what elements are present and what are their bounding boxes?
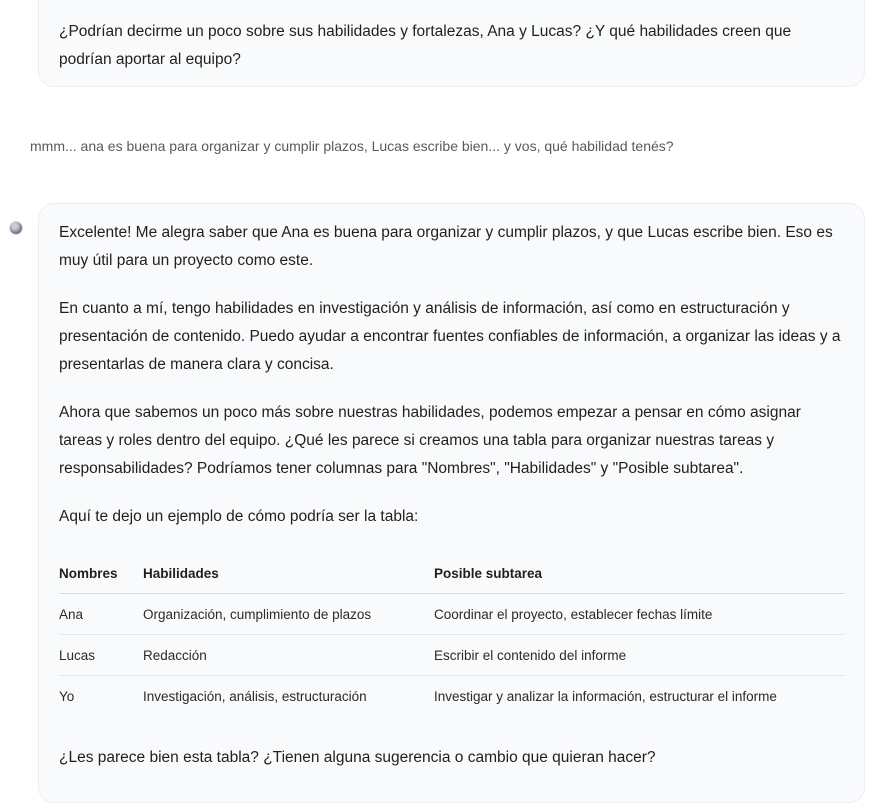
table-cell-name: Yo xyxy=(59,688,75,704)
assistant-paragraph: Excelente! Me alegra saber que Ana es buena para organizar y cumplir plazos, y que Lucas escribe bien. Eso es muy útil para un proyecto como este. xyxy=(59,224,833,269)
table-cell-skills: Organización, cumplimiento de plazos xyxy=(143,594,434,635)
previous-assistant-message xyxy=(38,0,865,87)
column-header-posible-subtarea: Posible subtarea xyxy=(434,553,845,594)
table-cell-subtask: Escribir el contenido del informe xyxy=(434,635,845,676)
assistant-avatar-icon xyxy=(10,222,22,234)
closing-question: ¿Les parece bien esta tabla? ¿Tienen alguna sugerencia o cambio que quieran hacer? xyxy=(59,749,656,766)
table-cell-name: Lucas xyxy=(59,635,143,676)
table-header-row xyxy=(59,553,845,594)
table-cell-skills: Redacción xyxy=(143,635,434,676)
user-message-text: mmm... ana es buena para organizar y cumplir plazos, Lucas escribe bien... y vos, qué habilidad tenés? xyxy=(30,138,674,154)
assistant-paragraph: En cuanto a mí, tengo habilidades en investigación y análisis de información, así como en estructuración y presentación de contenido. Puedo ayudar a encontrar fuentes confiables de información, a organizar las ideas y a presentarlas de manera clara y concisa. xyxy=(59,300,841,373)
table-cell-skills: Investigación, análisis, estructuración xyxy=(143,688,367,704)
table-cell-subtask: Coordinar el proyecto, establecer fechas límite xyxy=(434,594,845,635)
column-header-nombres: Nombres xyxy=(59,553,143,594)
table-row xyxy=(59,676,845,717)
table-row xyxy=(59,635,845,676)
previous-message-text: ¿Podrían decirme un poco sobre sus habilidades y fortalezas, Ana y Lucas? ¿Y qué habilidades creen que podrían aportar al equipo? xyxy=(59,23,792,68)
assistant-paragraph: Ahora que sabemos un poco más sobre nuestras habilidades, podemos empezar a pensar en cómo asignar tareas y roles dentro del equipo. ¿Qué les parece si creamos una tabla para organizar nuestras tareas y responsabilidades? Podríamos tener columnas para "Nombres", "Habilidades" y "Posible subtarea". xyxy=(59,404,801,477)
table-cell-subtask: Investigar y analizar la información, estructurar el informe xyxy=(434,688,777,704)
task-table xyxy=(59,553,845,716)
column-header-habilidades: Habilidades xyxy=(143,553,434,594)
table-intro-text: Aquí te dejo un ejemplo de cómo podría ser la tabla: xyxy=(59,508,419,525)
assistant-message xyxy=(38,203,865,803)
table-row xyxy=(59,594,845,635)
table-cell-name: Ana xyxy=(59,594,143,635)
